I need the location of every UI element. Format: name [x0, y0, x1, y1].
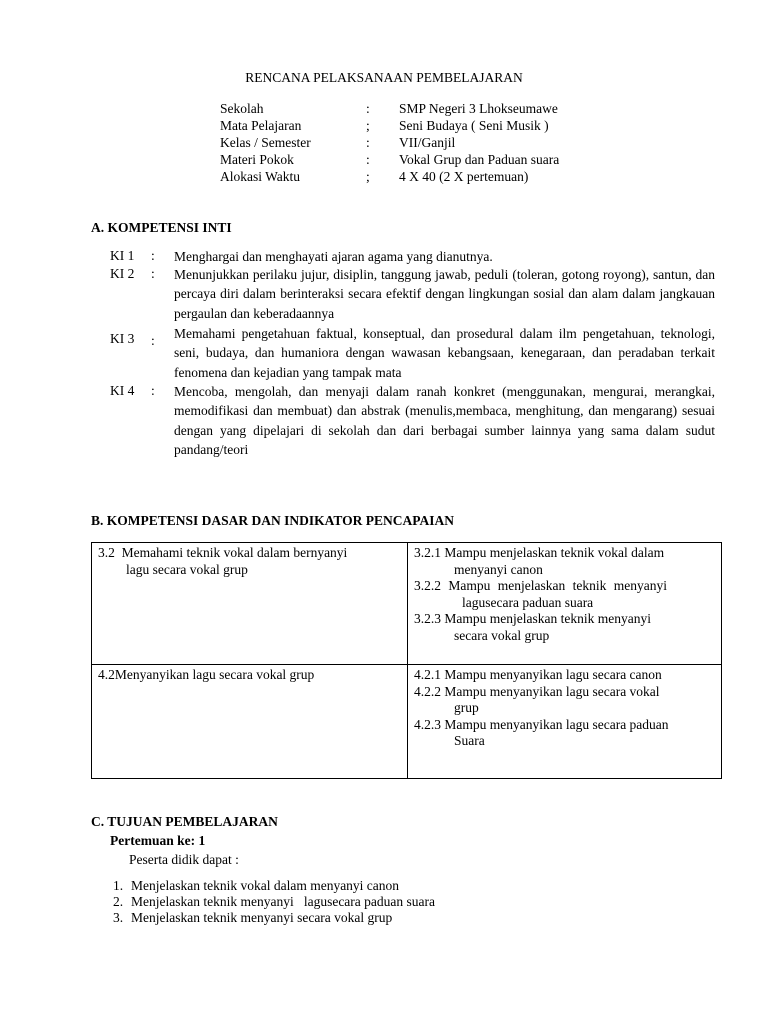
meta-label: Materi Pokok	[220, 152, 294, 167]
indicator-line: secara vokal grup	[454, 627, 550, 643]
indicator-list	[408, 665, 721, 752]
kd-cell	[92, 543, 408, 665]
indicator-item	[414, 611, 715, 644]
indicator-line: grup	[454, 700, 479, 715]
kd-cell	[92, 665, 408, 779]
indicator-line: 3.2.1 Mampu menjelaskan teknik vokal dalam	[414, 545, 665, 560]
meta-row-school	[220, 100, 640, 117]
indicator-item	[414, 667, 715, 684]
indicator-item	[414, 717, 715, 750]
list-number: 2.	[113, 894, 124, 909]
ki-colon: :	[151, 333, 155, 348]
list-number: 3.	[113, 910, 124, 925]
kd-text	[92, 543, 407, 580]
objectives-intro: Peserta didik dapat :	[129, 852, 239, 867]
kd-number: 3.2	[98, 545, 115, 560]
table-row	[92, 665, 722, 779]
indicator-line: 4.2.1 Mampu menyanyikan lagu secara canon	[414, 667, 662, 682]
indicator-item	[414, 684, 715, 717]
indicator-line: 4.2.3 Mampu menyanyikan lagu secara paduan	[414, 716, 669, 732]
ki-label: KI 4	[110, 383, 135, 398]
indicator-item	[414, 578, 715, 611]
meta-colon: :	[366, 152, 370, 167]
objectives-list	[113, 877, 435, 925]
meta-value: Seni Budaya ( Seni Musik )	[399, 118, 549, 133]
indicator-line: menyanyi canon	[454, 561, 543, 577]
meta-row-time	[220, 168, 640, 185]
table-row	[92, 543, 722, 665]
ki-label: KI 2	[110, 266, 135, 281]
section-c-heading: C. TUJUAN PEMBELAJARAN	[91, 814, 278, 829]
meta-row-topic	[220, 151, 640, 168]
meta-label: Alokasi Waktu	[220, 169, 301, 184]
ki-colon: :	[151, 248, 155, 263]
ki-text: Menunjukkan perilaku jujur, disiplin, tanggung jawab, peduli (toleran, gotong royong), santun, dan percaya diri dalam berinteraksi secara efektif dengan lingkungan sosial dan alam dalam jangkauan pergaulan dan keberadaannya	[174, 267, 715, 321]
indicator-cell	[408, 665, 722, 779]
meta-colon: ;	[366, 118, 370, 133]
indicator-line: 3.2.2 Mampu menjelaskan teknik menyanyi	[414, 578, 667, 593]
list-item	[113, 893, 435, 909]
meeting-label: Pertemuan ke: 1	[110, 833, 206, 848]
list-item	[113, 909, 435, 925]
meta-value: Vokal Grup dan Paduan suara	[399, 152, 560, 167]
section-a-heading: A. KOMPETENSI INTI	[91, 220, 232, 235]
indicator-cell	[408, 543, 722, 665]
ki-colon: :	[151, 383, 155, 398]
meta-row-subject	[220, 117, 640, 134]
meta-label: Mata Pelajaran	[220, 118, 302, 133]
list-text: Menjelaskan teknik vokal dalam menyanyi canon	[131, 878, 400, 893]
meta-colon: ;	[366, 169, 370, 184]
meta-value: SMP Negeri 3 Lhokseumawe	[399, 101, 558, 116]
list-number: 1.	[113, 878, 124, 893]
meta-colon: :	[366, 101, 370, 116]
ki-label: KI 3	[110, 331, 135, 346]
ki-text: Memahami pengetahuan faktual, konseptual, dan prosedural dalam ilm pengetahuan, teknologi, seni, budaya, dan humaniora dengan wawasan kebangsaan, kenegaraan, dan peradaban terkait fenomena dan kejadian yang tampak mata	[174, 326, 715, 380]
indicator-line: 4.2.2 Mampu menyanyikan lagu secara vokal	[414, 683, 660, 699]
meta-value: 4 X 40 (2 X pertemuan)	[399, 169, 529, 184]
kd-line: 4.2Menyanyikan lagu secara vokal grup	[98, 667, 315, 682]
indicator-line: 3.2.3 Mampu menjelaskan teknik menyanyi	[414, 611, 651, 626]
meta-row-class	[220, 134, 640, 151]
kd-indicator-table	[91, 542, 722, 779]
list-text: Menjelaskan teknik menyanyi secara vokal grup	[131, 910, 393, 925]
kd-line: Memahami teknik vokal dalam bernyanyi	[121, 545, 348, 560]
ki-text: Menghargai dan menghayati ajaran agama yang dianutnya.	[174, 249, 493, 264]
indicator-list	[408, 543, 721, 646]
kd-line: lagu secara vokal grup	[126, 561, 248, 577]
meta-label: Sekolah	[220, 101, 264, 116]
ki-label: KI 1	[110, 248, 135, 263]
meta-label: Kelas / Semester	[220, 135, 311, 150]
meta-value: VII/Ganjil	[399, 135, 456, 150]
ki-text: Mencoba, mengolah, dan menyaji dalam ranah konkret (menggunakan, mengurai, merangkai, memodifikasi dan membuat) dan abstrak (menulis,membaca, menghitung, dan mengarang) sesuai dengan yang dipelajari di sekolah dan dari berbagai sumber lainnya yang sama dalam sudut pandang/teori	[174, 384, 715, 457]
meta-colon: :	[366, 135, 370, 150]
list-text: Menjelaskan teknik menyanyi lagusecara paduan suara	[131, 894, 436, 909]
indicator-line: lagusecara paduan suara	[462, 594, 594, 610]
document-title: RENCANA PELAKSANAAN PEMBELAJARAN	[245, 70, 523, 85]
ki-colon: :	[151, 266, 155, 281]
indicator-item	[414, 545, 715, 578]
kd-text	[92, 665, 407, 686]
section-b-heading: B. KOMPETENSI DASAR DAN INDIKATOR PENCAPAIAN	[91, 513, 455, 528]
list-item	[113, 877, 435, 893]
indicator-line: Suara	[454, 733, 485, 748]
